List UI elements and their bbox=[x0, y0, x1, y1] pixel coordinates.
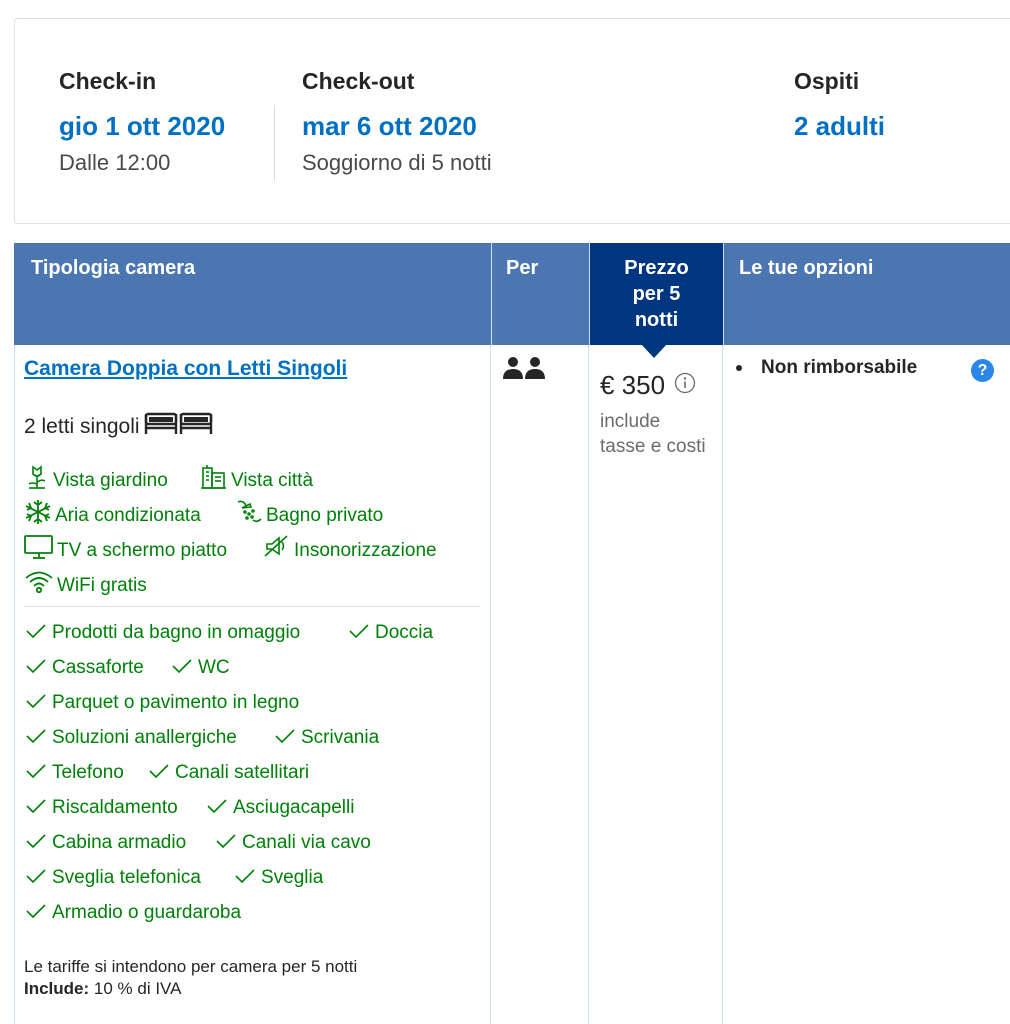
checkmark-icon bbox=[172, 656, 192, 680]
facility-label: TV a schermo piatto bbox=[57, 539, 228, 561]
amenity-label: Canali satellitari bbox=[175, 762, 310, 783]
amenity-label: Prodotti da bagno in omaggio bbox=[52, 622, 301, 643]
single-beds-icon bbox=[140, 410, 214, 443]
amenity-item bbox=[26, 691, 299, 715]
shower-icon bbox=[235, 499, 266, 532]
guests-value: 2 adulti bbox=[794, 111, 886, 141]
amenity-item bbox=[26, 796, 178, 820]
facility-item bbox=[235, 499, 383, 532]
city-icon bbox=[200, 464, 231, 497]
summary-divider bbox=[274, 105, 275, 181]
amenity-label: Parquet o pavimento in legno bbox=[52, 692, 300, 713]
guests-label: Ospiti bbox=[794, 68, 860, 94]
amenity-label: Canali via cavo bbox=[242, 832, 371, 853]
room-table-header bbox=[14, 243, 1010, 345]
amenity-label: Sveglia bbox=[261, 867, 324, 888]
amenity-item bbox=[149, 761, 309, 785]
checkmark-icon bbox=[216, 831, 236, 855]
amenity-item bbox=[26, 621, 300, 645]
snowflake-icon bbox=[24, 499, 55, 532]
facility-item bbox=[24, 534, 227, 567]
header-price-line2: per 5 bbox=[632, 283, 681, 305]
column-line bbox=[588, 345, 589, 1024]
cancellation-option bbox=[736, 355, 917, 381]
tv-icon bbox=[24, 534, 57, 567]
bed-info bbox=[24, 410, 214, 443]
room-price bbox=[600, 369, 696, 401]
amenity-label: Cassaforte bbox=[52, 657, 144, 678]
amenity-item bbox=[26, 831, 186, 855]
column-line bbox=[14, 345, 15, 1024]
header-price-line1: Prezzo bbox=[624, 257, 689, 279]
amenity-label: Scrivania bbox=[301, 727, 380, 748]
amenity-item bbox=[26, 866, 201, 890]
checkmark-icon bbox=[26, 726, 46, 750]
checkmark-icon bbox=[26, 691, 46, 715]
column-line bbox=[490, 345, 491, 1024]
amenity-label: Doccia bbox=[375, 622, 434, 643]
amenity-item bbox=[349, 621, 433, 645]
price-amount: € 350 bbox=[600, 370, 666, 400]
checkin-date: gio 1 ott 2020 bbox=[59, 111, 226, 141]
facility-label: Bagno privato bbox=[266, 504, 384, 526]
facility-label: Insonorizzazione bbox=[294, 539, 437, 561]
amenity-label: Telefono bbox=[52, 762, 124, 783]
amenity-item bbox=[26, 726, 237, 750]
stay-length: Soggiorno di 5 notti bbox=[302, 150, 492, 175]
amenity-item bbox=[26, 761, 124, 785]
vat-info bbox=[24, 978, 357, 1000]
amenity-label: Riscaldamento bbox=[52, 797, 178, 818]
facility-item bbox=[200, 464, 313, 497]
facility-item bbox=[24, 569, 147, 602]
include-value: 10 % di IVA bbox=[93, 979, 182, 998]
bullet-icon bbox=[736, 365, 742, 371]
amenity-label: Cabina armadio bbox=[52, 832, 187, 853]
amenity-item bbox=[26, 901, 241, 925]
checkin-time: Dalle 12:00 bbox=[59, 150, 171, 175]
amenity-item bbox=[172, 656, 230, 680]
price-note: include tasse e costi bbox=[600, 411, 706, 457]
facility-label: Vista città bbox=[231, 469, 314, 491]
room-name-link[interactable]: Camera Doppia con Letti Singoli bbox=[24, 357, 348, 380]
facility-label: WiFi gratis bbox=[57, 574, 147, 596]
checkout-date: mar 6 ott 2020 bbox=[302, 111, 477, 141]
checkout-block bbox=[302, 67, 492, 177]
facilities-separator bbox=[24, 606, 480, 607]
amenity-label: WC bbox=[198, 657, 230, 678]
flower-icon bbox=[24, 464, 53, 497]
info-icon[interactable] bbox=[674, 369, 696, 401]
amenity-item bbox=[216, 831, 371, 855]
checkin-label: Check-in bbox=[59, 68, 157, 94]
header-options: Le tue opzioni bbox=[723, 243, 1010, 345]
bed-count: 2 letti singoli bbox=[24, 414, 140, 438]
include-label: Include: bbox=[24, 979, 90, 998]
facility-item bbox=[263, 534, 437, 567]
two-persons-icon bbox=[502, 356, 546, 385]
checkmark-icon bbox=[26, 621, 46, 645]
facility-label: Aria condizionata bbox=[55, 504, 201, 526]
header-per: Per bbox=[491, 243, 589, 345]
header-room-type: Tipologia camera bbox=[31, 257, 196, 279]
booking-summary bbox=[14, 18, 1010, 224]
checkout-label: Check-out bbox=[302, 68, 415, 94]
facility-item bbox=[24, 464, 168, 497]
checkmark-icon bbox=[149, 761, 169, 785]
amenity-item bbox=[275, 726, 379, 750]
checkmark-icon bbox=[207, 796, 227, 820]
header-price-line3: notti bbox=[634, 309, 679, 331]
soundproof-icon bbox=[263, 534, 294, 567]
guests-block bbox=[794, 67, 885, 142]
checkmark-icon bbox=[26, 866, 46, 890]
rate-note-text: Le tariffe si intendono per camera per 5 notti bbox=[24, 957, 358, 976]
checkmark-icon bbox=[26, 901, 46, 925]
amenity-item bbox=[235, 866, 323, 890]
column-line bbox=[722, 345, 723, 1024]
amenity-item bbox=[26, 656, 144, 680]
header-price bbox=[589, 243, 723, 345]
checkin-block bbox=[59, 67, 225, 177]
option-label: Non rimborsabile bbox=[761, 357, 918, 378]
checkmark-icon bbox=[26, 796, 46, 820]
facility-item bbox=[24, 499, 201, 532]
help-icon[interactable]: ? bbox=[971, 359, 994, 382]
rate-note bbox=[24, 956, 357, 1000]
header-price-pointer bbox=[641, 344, 667, 358]
facility-label: Vista giardino bbox=[53, 469, 168, 491]
amenity-label: Asciugacapelli bbox=[233, 797, 355, 818]
amenity-item bbox=[207, 796, 354, 820]
amenity-label: Sveglia telefonica bbox=[52, 867, 201, 888]
checkmark-icon bbox=[26, 656, 46, 680]
checkmark-icon bbox=[349, 621, 369, 645]
checkmark-icon bbox=[275, 726, 295, 750]
checkmark-icon bbox=[235, 866, 255, 890]
wifi-icon bbox=[24, 569, 57, 602]
amenity-label: Armadio o guardaroba bbox=[52, 902, 242, 923]
checkmark-icon bbox=[26, 831, 46, 855]
amenity-label: Soluzioni anallergiche bbox=[52, 727, 237, 748]
checkmark-icon bbox=[26, 761, 46, 785]
